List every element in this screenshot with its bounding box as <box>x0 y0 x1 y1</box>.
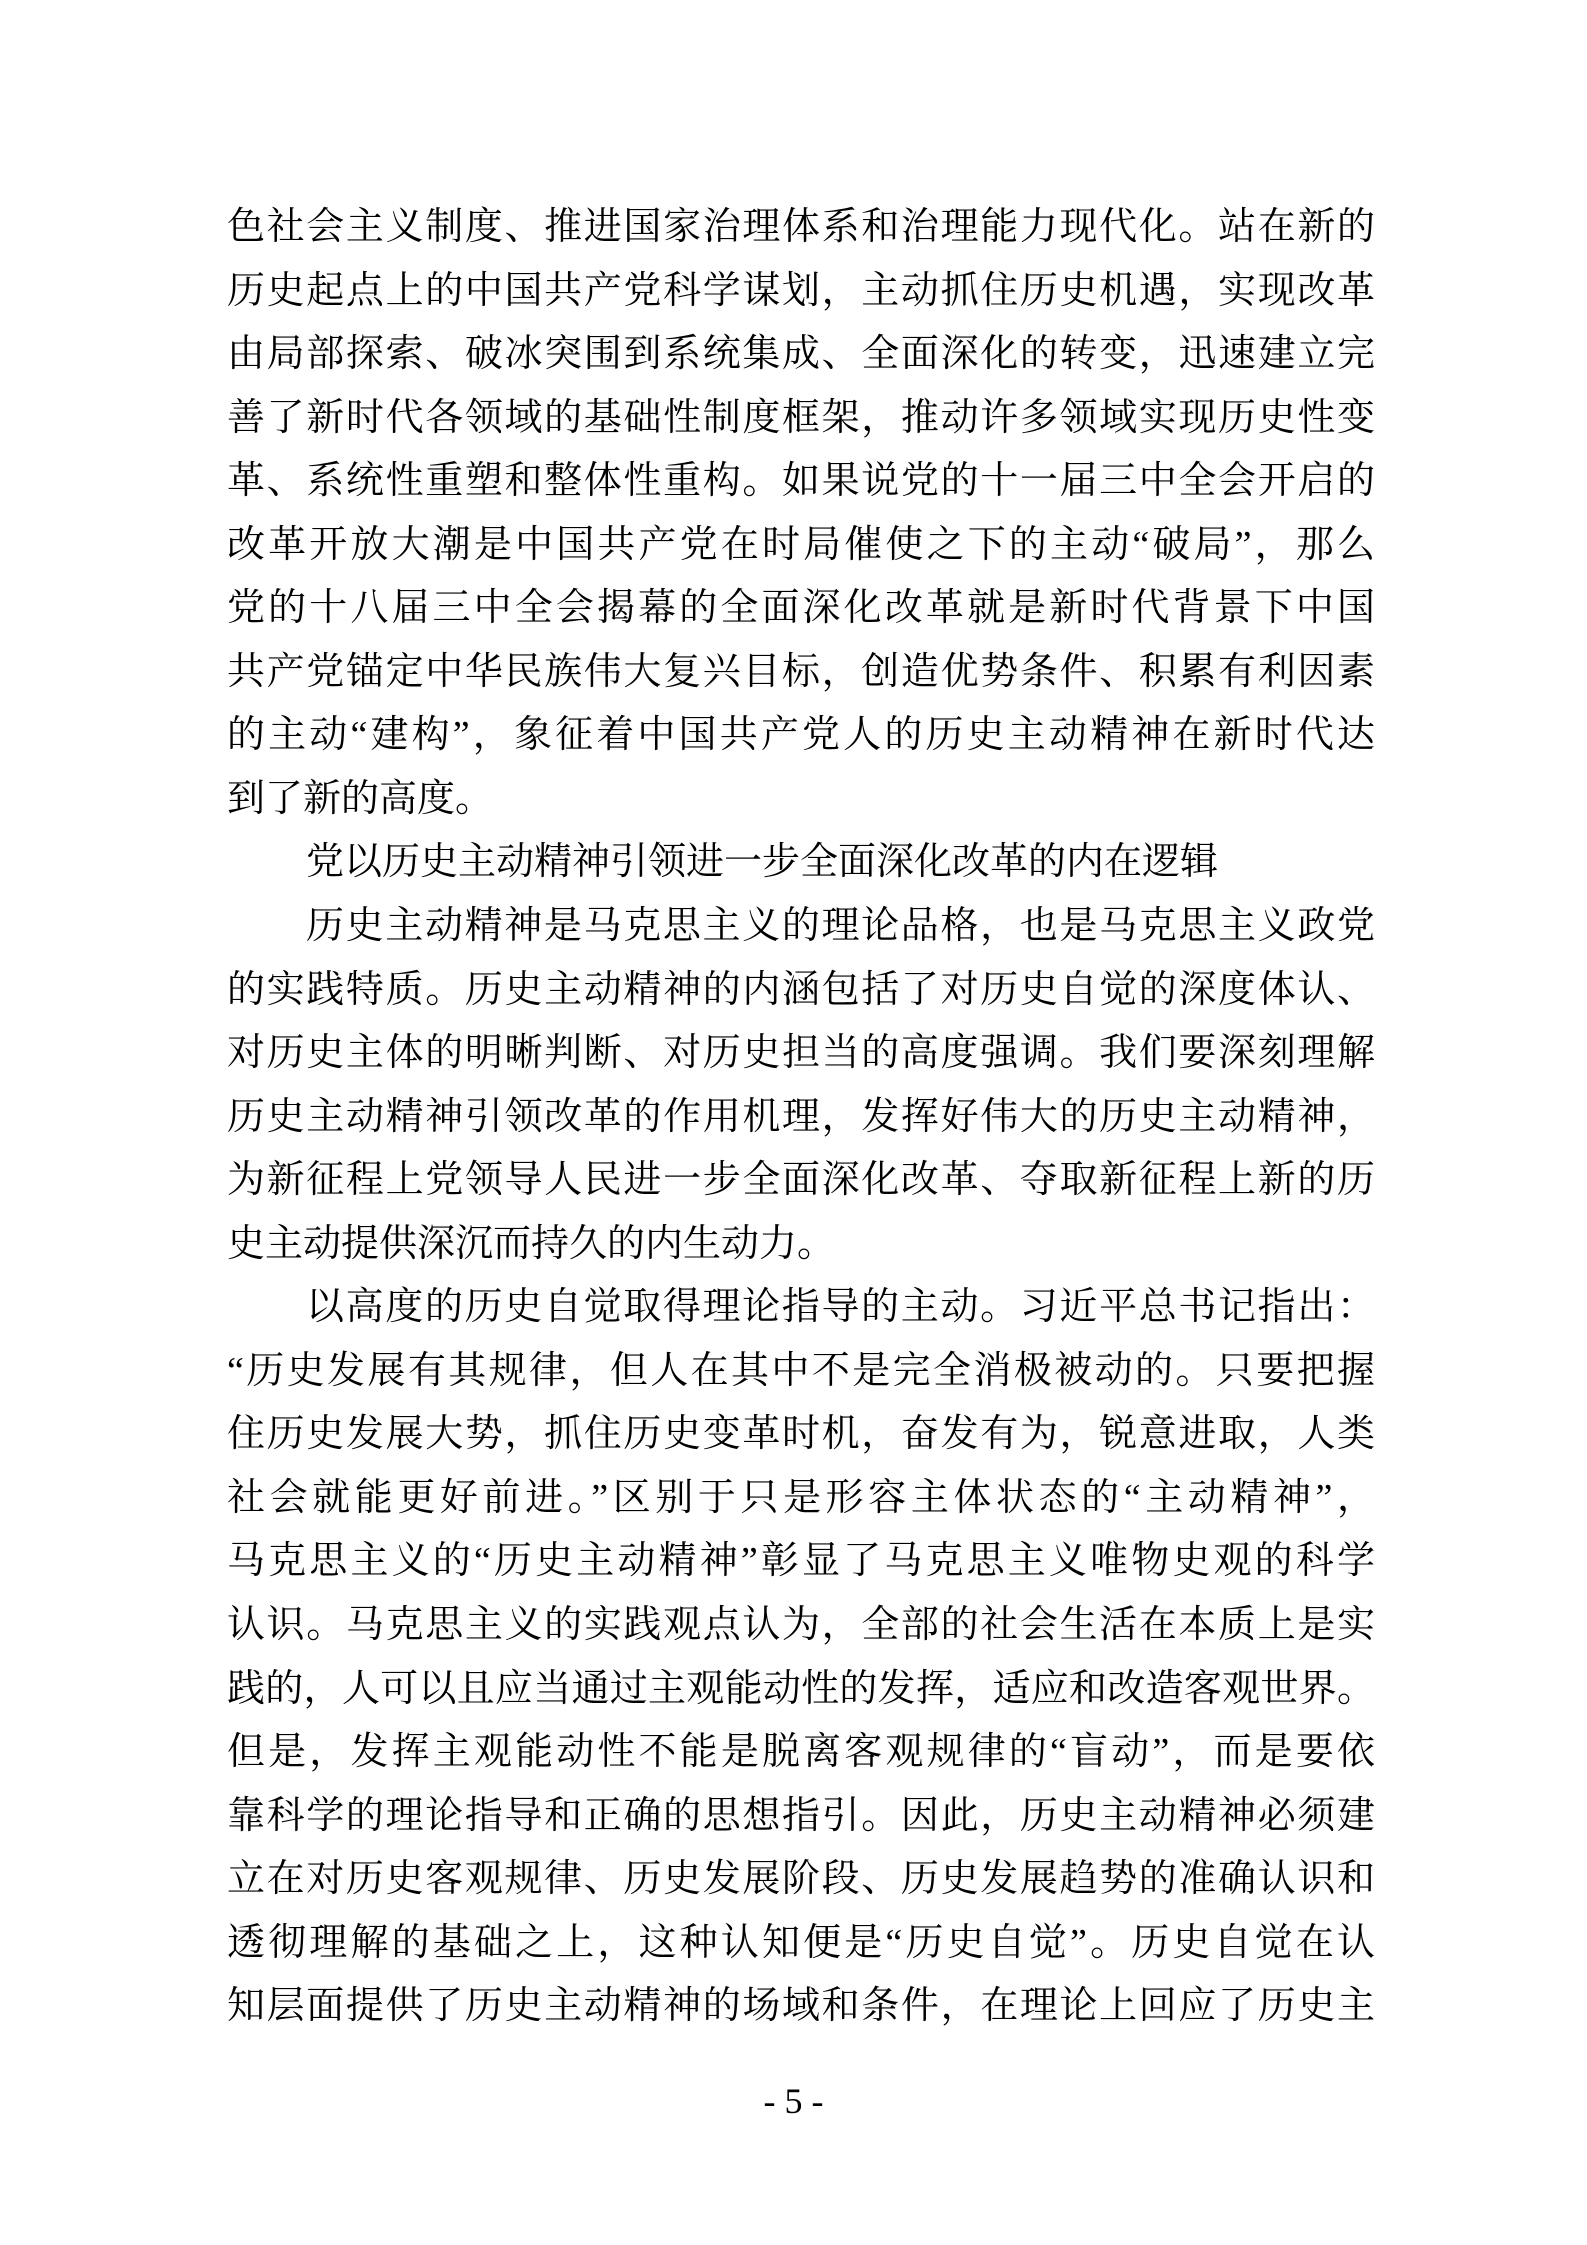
text-line: 历史起点上的中国共产党科学谋划，主动抓住历史机遇，实现改革 <box>227 269 1375 312</box>
text-line: 革、系统性重塑和整体性重构。如果说党的十一届三中全会开启的 <box>227 460 1375 503</box>
text-line: 认识。马克思主义的实践观点认为，全部的社会生活在本质上是实 <box>227 1604 1375 1647</box>
text-line: 由局部探索、破冰突围到系统集成、全面深化的转变，迅速建立完 <box>227 333 1375 376</box>
text-line: 社会就能更好前进。”区别于只是形容主体状态的“主动精神”， <box>227 1476 1375 1519</box>
text-line: 对历史主体的明晰判断、对历史担当的高度强调。我们要深刻理解 <box>227 1032 1375 1075</box>
text-line: 党的十八届三中全会揭幕的全面深化改革就是新时代背景下中国 <box>227 587 1375 630</box>
text-line: 历史主动精神引领改革的作用机理，发挥好伟大的历史主动精神， <box>227 1095 1375 1138</box>
text-line: 改革开放大潮是中国共产党在时局催使之下的主动“破局”，那么 <box>227 523 1375 566</box>
text-line: 住历史发展大势，抓住历史变革时机，奋发有为，锐意进取，人类 <box>227 1413 1375 1456</box>
text-line: 善了新时代各领域的基础性制度框架，推动许多领域实现历史性变 <box>227 396 1375 439</box>
text-line: 透彻理解的基础之上，这种认知便是“历史自觉”。历史自觉在认 <box>227 1921 1375 1964</box>
text-line: 历史主动精神是马克思主义的理论品格，也是马克思主义政党 <box>306 905 1375 948</box>
text-line: 知层面提供了历史主动精神的场域和条件，在理论上回应了历史主 <box>227 1985 1375 2028</box>
text-line: 践的，人可以且应当通过主观能动性的发挥，适应和改造客观世界。 <box>227 1667 1375 1710</box>
text-line: 立在对历史客观规律、历史发展阶段、历史发展趋势的准确认识和 <box>227 1858 1375 1901</box>
text-line: “历史发展有其规律，但人在其中不是完全消极被动的。只要把握 <box>227 1349 1375 1392</box>
text-line: 到了新的高度。 <box>227 777 494 820</box>
text-line: 以高度的历史自觉取得理论指导的主动。习近平总书记指出： <box>306 1286 1375 1329</box>
text-line: 的主动“建构”，象征着中国共产党人的历史主动精神在新时代达 <box>227 714 1375 757</box>
text-line: 共产党锚定中华民族伟大复兴目标，创造优势条件、积累有利因素 <box>227 650 1375 693</box>
text-line: 的实践特质。历史主动精神的内涵包括了对历史自觉的深度体认、 <box>227 968 1375 1011</box>
text-line: 靠科学的理论指导和正确的思想指引。因此，历史主动精神必须建 <box>227 1794 1375 1837</box>
text-line: 史主动提供深沉而持久的内生动力。 <box>227 1222 836 1265</box>
document-text-body <box>227 196 1375 2039</box>
text-line: 但是，发挥主观能动性不能是脱离客观规律的“盲动”，而是要依 <box>227 1731 1375 1774</box>
text-line: 色社会主义制度、推进国家治理体系和治理能力现代化。站在新的 <box>227 206 1375 248</box>
text-line: 为新征程上党领导人民进一步全面深化改革、夺取新征程上新的历 <box>227 1159 1375 1202</box>
page-number: - 5 - <box>763 2081 824 2121</box>
text-line: 马克思主义的“历史主动精神”彰显了马克思主义唯物史观的科学 <box>227 1540 1375 1583</box>
text-line: 党以历史主动精神引领进一步全面深化改革的内在逻辑 <box>306 841 1219 884</box>
